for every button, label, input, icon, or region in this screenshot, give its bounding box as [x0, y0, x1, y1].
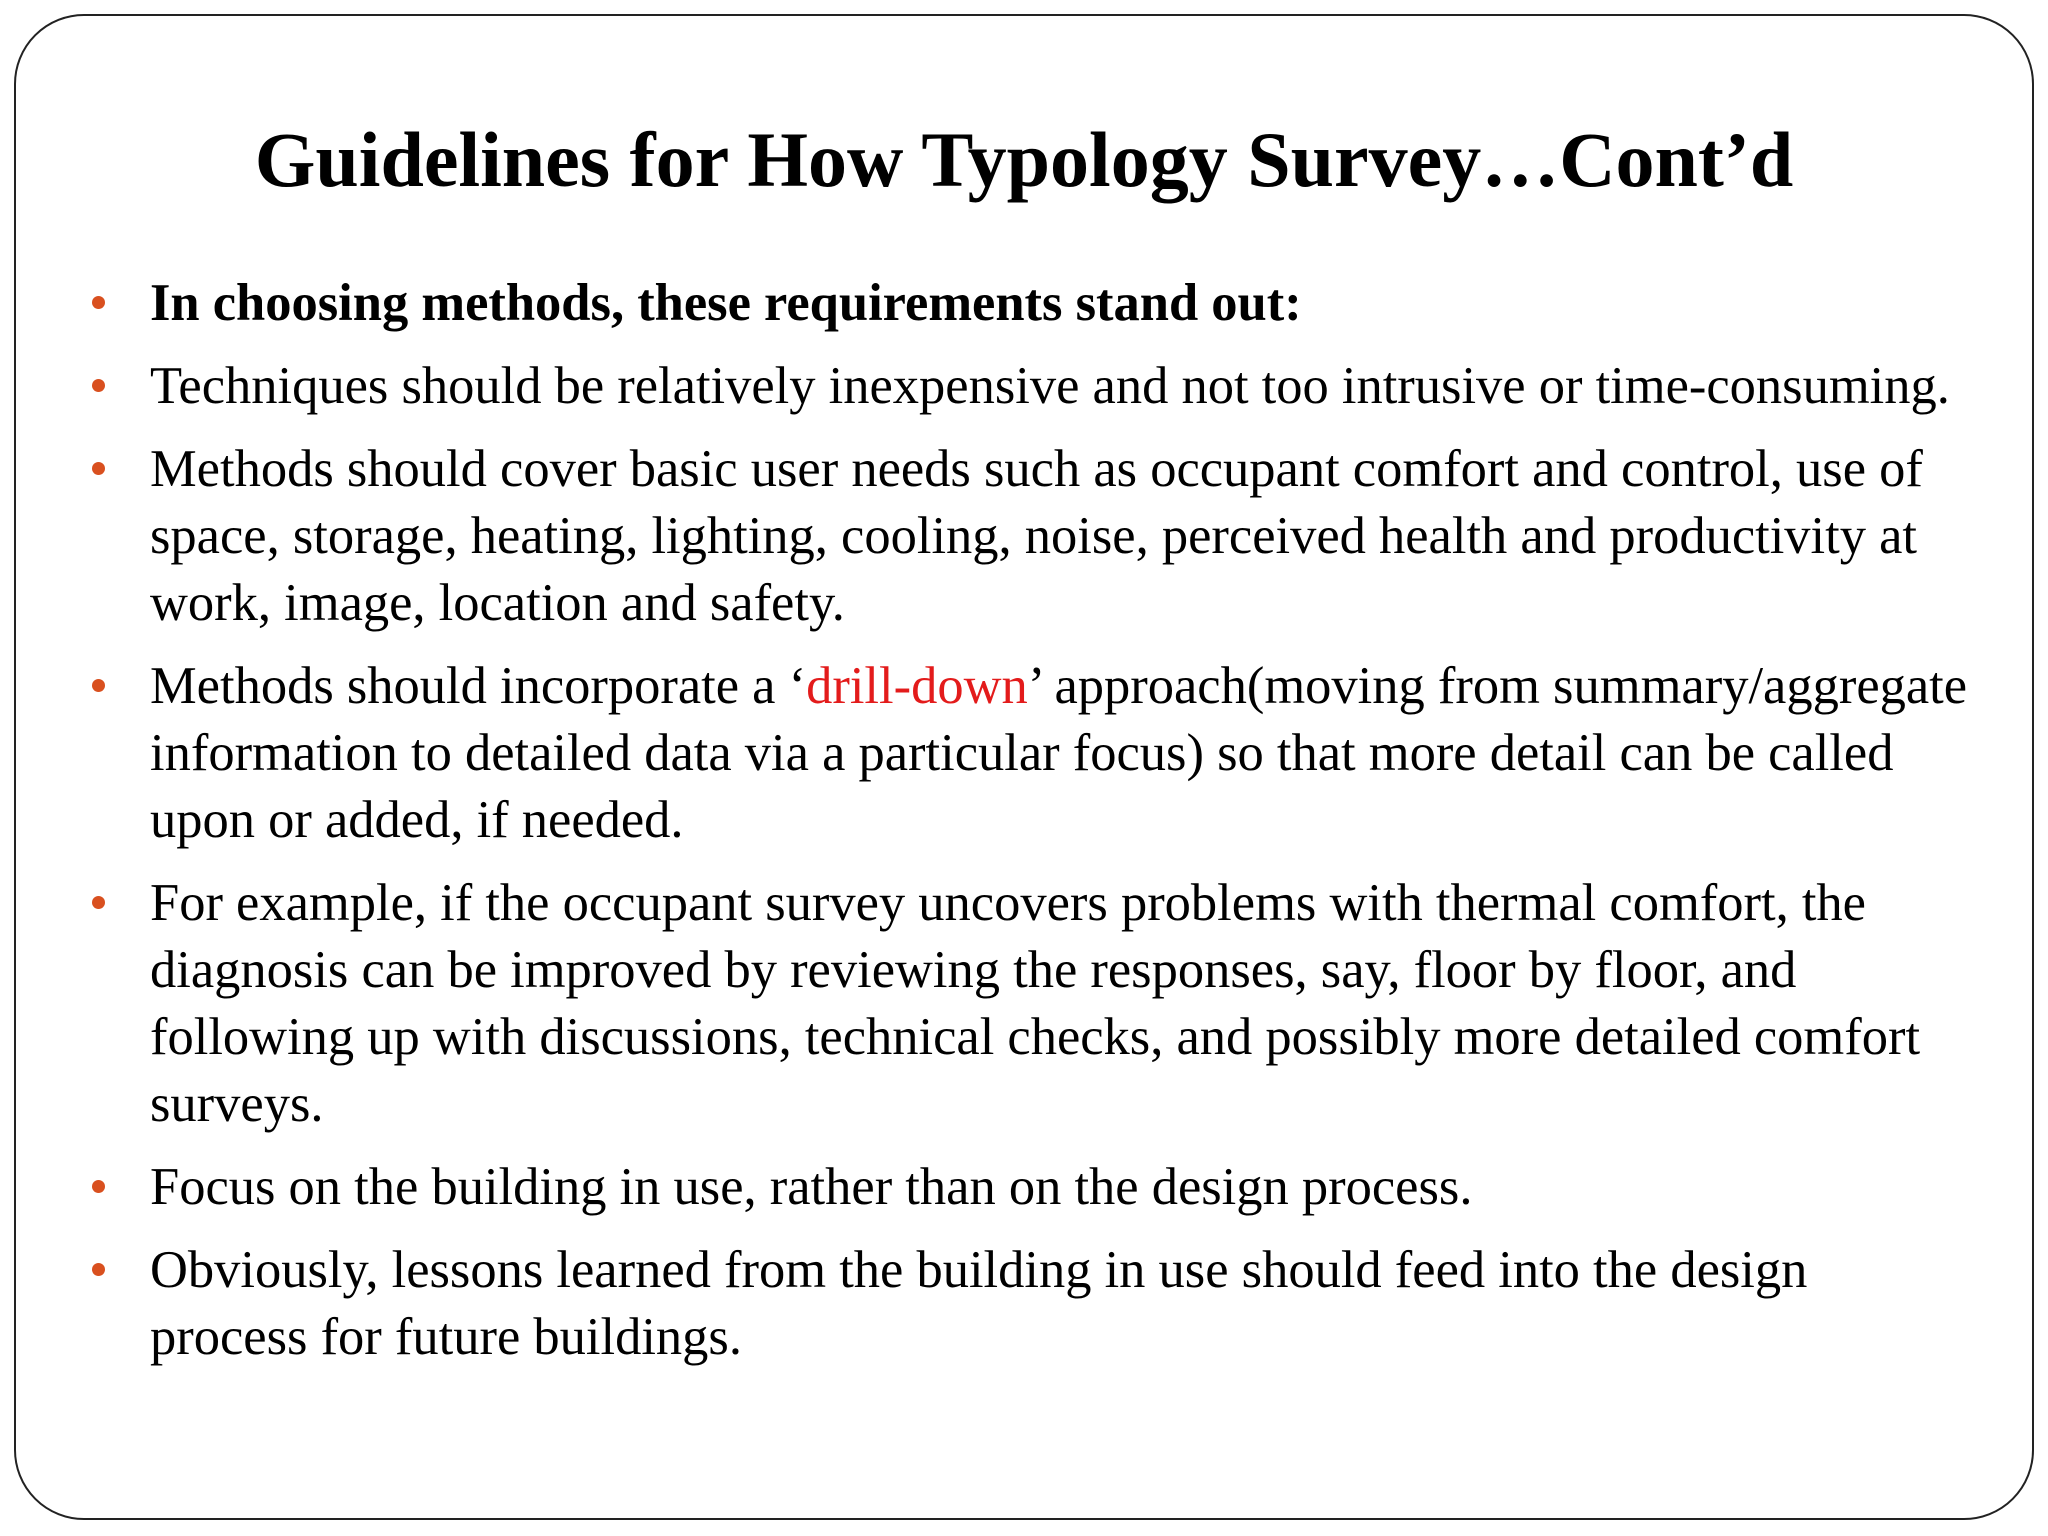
bullet-text: Methods should cover basic user needs such as occupant comfort and control, use of space, storage, heating, lighting, cooling, noise, perceived health and productivity at work, image, location and safety. — [150, 440, 1923, 632]
bullet-text: Focus on the building in use, rather than on the design process. — [150, 1158, 1473, 1216]
bullet-dot-icon — [92, 896, 105, 909]
bullet-item — [88, 653, 1968, 854]
bullet-item — [88, 436, 1968, 637]
bullet-text: In choosing methods, these requirements stand out: — [150, 274, 1302, 332]
bullet-text-before: Methods should incorporate a ‘ — [150, 657, 807, 715]
slide-title: Guidelines for How Typology Survey…Cont’d — [254, 116, 1794, 203]
bullet-dot-icon — [92, 296, 105, 309]
bullet-list — [88, 270, 1968, 1387]
bullet-text-after: ’ approach(moving from summary/aggregate information to detailed data via a particular focus) so that more detail can be called upon or added, if needed. — [150, 657, 1968, 849]
bullet-item — [88, 1154, 1968, 1221]
bullet-dot-icon — [92, 379, 105, 392]
bullet-dot-icon — [92, 679, 105, 692]
bullet-text: Techniques should be relatively inexpensive and not too intrusive or time-consuming. — [150, 357, 1950, 415]
bullet-text: Obviously, lessons learned from the building in use should feed into the design process for future buildings. — [150, 1241, 1808, 1366]
bullet-item — [88, 1237, 1968, 1371]
drill-down-highlight: drill-down — [806, 657, 1028, 715]
bullet-dot-icon — [92, 1180, 105, 1193]
bullet-dot-icon — [92, 462, 105, 475]
bullet-item — [88, 870, 1968, 1138]
bullet-item — [88, 270, 1968, 337]
bullet-dot-icon — [92, 1263, 105, 1276]
bullet-text: For example, if the occupant survey uncovers problems with thermal comfort, the diagnosis can be improved by reviewing the responses, say, floor by floor, and following up with discussions, technical checks, and possibly more detailed comfort surveys. — [150, 874, 1921, 1133]
bullet-item — [88, 353, 1968, 420]
